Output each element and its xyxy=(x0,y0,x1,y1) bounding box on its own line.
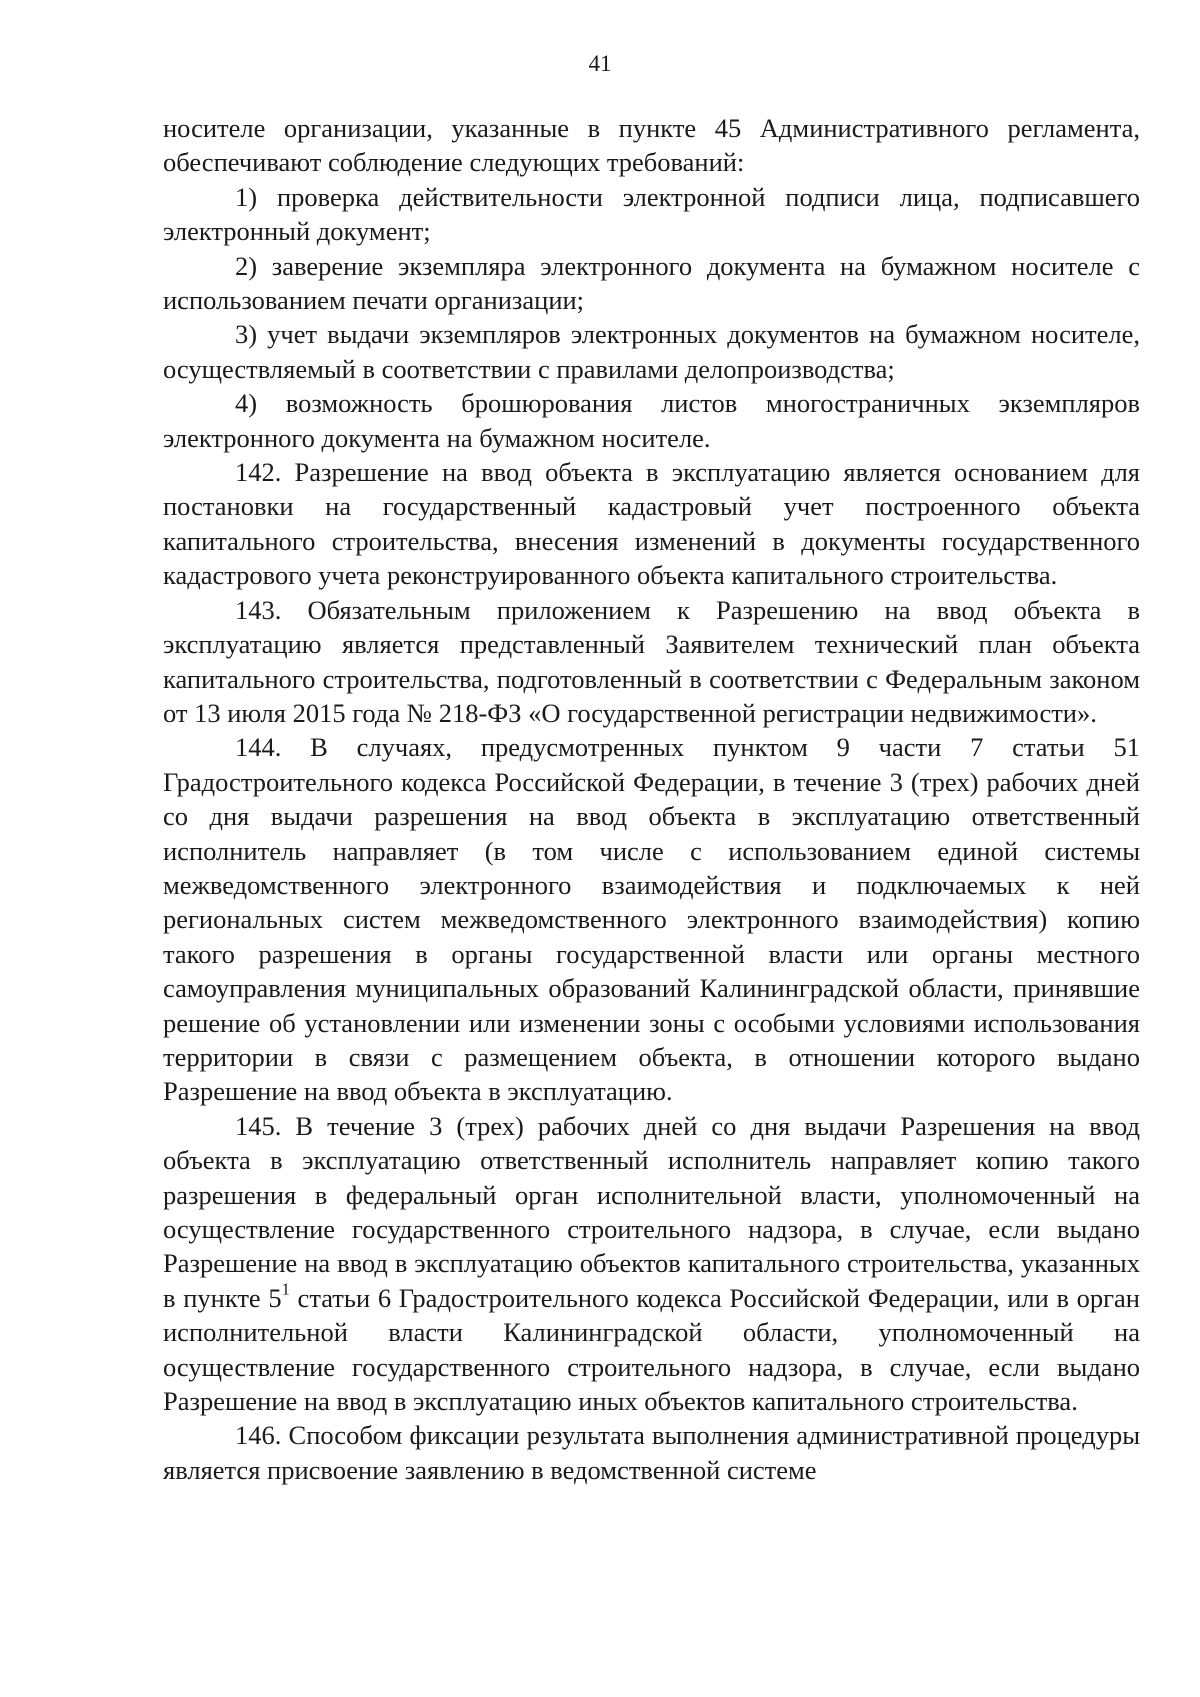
paragraph-145-text-after: статьи 6 Градостроительного кодекса Российской Федерации, или в орган исполнительной власти Калининградской области, уполномоченный на осуществление государственного строительного надзора, в случае, если выдано Разрешение на ввод в эксплуатацию иных объектов капитального строительства. xyxy=(163,1282,1140,1417)
paragraph-145 xyxy=(163,1109,1140,1419)
paragraph-145-text-before: 145. В течение 3 (трех) рабочих дней со дня выдачи Разрешения на ввод объекта в эксплуатацию ответственный исполнитель направляет копию такого разрешения в федеральный орган исполнительной власти, уполномоченный на осуществление государственного строительного надзора, в случае, если выдано Разрешение на ввод в эксплуатацию объектов капитального строительства, указанных в пункте 5 xyxy=(163,1110,1140,1313)
document-body xyxy=(163,111,1140,1487)
page-number: 41 xyxy=(588,51,612,76)
paragraph-continuation: носителе организации, указанные в пункте 45 Административного регламента, обеспечивают соблюдение следующих требований: xyxy=(163,113,1140,178)
paragraph-143: 143. Обязательным приложением к Разрешению на ввод объекта в эксплуатацию является представленный Заявителем технический план объекта капитального строительства, подготовленный в соответствии с Федеральным законом от 13 июля 2015 года № 218-ФЗ «О государственной регистрации недвижимости». xyxy=(163,594,1140,728)
list-item-4: 4) возможность брошюрования листов многостраничных экземпляров электронного документа на бумажном носителе. xyxy=(163,388,1140,453)
paragraph-142: 142. Разрешение на ввод объекта в эксплуатацию является основанием для постановки на государственный кадастровый учет построенного объекта капитального строительства, внесения изменений в документы государственного кадастрового учета реконструированного объекта капитального строительства. xyxy=(163,457,1140,591)
list-item-2: 2) заверение экземпляра электронного документа на бумажном носителе с использованием печати организации; xyxy=(163,250,1140,316)
paragraph-146: 146. Способом фиксации результата выполнения административной процедуры является присвоение заявлению в ведомственной системе xyxy=(163,1420,1140,1485)
paragraph-144: 144. В случаях, предусмотренных пунктом 9 части 7 статьи 51 Градостроительного кодекса Российской Федерации, в течение 3 (трех) рабочих дней со дня выдачи разрешения на ввод объекта в эксплуатацию ответственный исполнитель направляет (в том числе с использованием единой системы межведомственного электронного взаимодействия и подключаемых к ней региональных систем межведомственного электронного взаимодействия) копию такого разрешения в органы государственной власти или органы местного самоуправления муниципальных образований Калининградской области, принявшие решение об установлении или изменении зоны с особыми условиями использования территории в связи с размещением объекта, в отношении которого выдано Разрешение на ввод объекта в эксплуатацию. xyxy=(163,732,1140,1107)
list-item-3: 3) учет выдачи экземпляров электронных документов на бумажном носителе, осуществляемый в соответствии с правилами делопроизводства; xyxy=(163,319,1140,384)
list-item-1: 1) проверка действительности электронной подписи лица, подписавшего электронный документ; xyxy=(163,181,1140,247)
superscript-1: 1 xyxy=(281,1279,290,1299)
